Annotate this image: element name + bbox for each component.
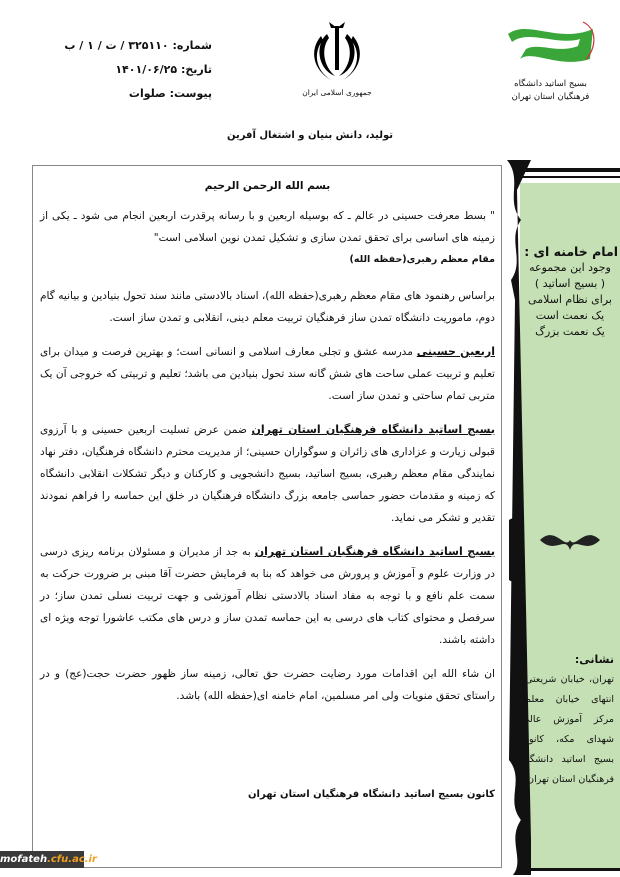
sidebar-top-rule — [520, 168, 620, 172]
paragraph-4 — [40, 541, 495, 651]
year-slogan: تولید، دانش بنیان و اشتغال آفرین — [226, 130, 394, 141]
signature: کانون بسیج اساتید دانشگاه فرهنگیان استان تهران — [248, 789, 495, 800]
paragraph-4-text: به جد از مدیران و مسئولان برنامه ریزی درسی در وزارت علوم و آموزش و پرورش می خواهد که بنا به فرمایش حضرت آقا مبنی بر ضرورت حرکت به سمت علم نافع و با توجه به مفاد اسناد بالادستی نظام آموزشی و جهت تربیت نسلی تمدن ساز؛ در سرفصل و محتوای کتاب های درسی به این حماسه تمدن ساز و درس های مکتب عاشورا توجه ویژه ای داشته باشند. — [40, 546, 495, 646]
sidebar-quote-line: یک نعمت بزرگ — [535, 325, 605, 338]
sidebar-quote-line: برای نظام اسلامی — [528, 293, 612, 306]
sidebar-bottom-rule — [530, 868, 620, 871]
emblem-caption: جمهوری اسلامی ایران — [302, 88, 372, 97]
iran-emblem — [302, 14, 372, 109]
paragraph-4-lead: بسیج اساتید دانشگاه فرهنگیان استان تهران — [254, 545, 496, 558]
address-text: تهران، خیابان شریعتی، انتهای خیابان معلم، مرکز آموزش عالی شهدای مکه، کانون بسیج اساتید دانشگاه فرهنگیان استان تهران — [522, 674, 614, 785]
sidebar-quote-line: یک نعمت است — [535, 309, 605, 322]
sidebar-quote-heading: امام خامنه ای : — [524, 244, 618, 259]
letter-number — [64, 34, 212, 58]
sidebar-top-rule-thin — [520, 176, 620, 178]
date-value: ۱۴۰۱/۰۶/۲۵ — [115, 63, 178, 76]
bismillah: بسم الله الرحمن الرحیم — [204, 180, 331, 192]
sidebar-address — [522, 650, 614, 790]
letter-body — [40, 175, 495, 719]
sidebar-quote-line: ( بسیج اساتید ) — [534, 277, 606, 290]
paragraph-3-text: ضمن عرض تسلیت اربعین حسینی و با آرزوی قبولی زیارت و عزاداری های زائران و سوگواران حسینی؛ از مدیریت محترم دانشگاه فرهنگیان، دفتر نهاد نمایندگی مقام معظم رهبری، بسیج اساتید، بسیج دانشجویی و کارکنان و دیگر تشکلات انقلابی دانشگاه که زمینه و مقدمات حضور حماسی جامعه بزرگ دانشگاه فرهنگیان در خلق این حماسه را فراهم نمودند تقدیر و تشکر می نماید. — [40, 424, 495, 524]
floral-divider-icon — [520, 520, 620, 560]
paragraph-2-text: مدرسه عشق و تجلی معارف اسلامی و انسانی است؛ و بهترین فرصت و میدان برای تعلیم و تربیت عملی ساحت های شش گانه سند تحول بنیادین می باشد؛ تعلیم و تربیتی که خروجی آن یک متربی تمام ساحتی و تمدن ساز است. — [40, 346, 495, 402]
sidebar-quote-line: وجود این مجموعه — [529, 261, 611, 274]
letter-date — [64, 58, 212, 82]
leader-quote: " بسط معرفت حسینی در عالم ـ که بوسیله اربعین و با رسانه پرقدرت اربعین انجام می شود ـ یکی از زمینه های اساسی برای تحقق تمدن سازی و تشکیل تمدن نوین اسلامی است" — [40, 210, 495, 244]
attachment-value: صلوات — [128, 87, 166, 100]
quote-attribution: مقام معظم رهبری(حفظه الله) — [349, 254, 495, 265]
number-value: ۳۲۵۱۱۰ / ت / ۱ / ب — [64, 39, 169, 52]
watermark-site: mofateh — [0, 854, 48, 865]
university-logo — [498, 14, 603, 104]
emblem-icon — [307, 14, 367, 84]
paragraph-5: ان شاء الله این اقدامات مورد رضایت حضرت حق تعالی، زمینه ساز ظهور حضرت حجت(عج) و در راستای تحقق منویات ولی امر مسلمین، امام خامنه ای(حفظه الله) باشد. — [40, 668, 495, 702]
paragraph-1: براساس رهنمود های مقام معظم رهبری(حفظه الله)، اسناد بالادستی مانند سند تحول بنیادین و بیانیه گام دوم، ماموریت دانشگاه تمدن ساز فرهنگیان تربیت معلم دینی، انقلابی و تمدن ساز است. — [40, 290, 495, 324]
address-heading: نشانی: — [574, 653, 614, 666]
watermark — [0, 851, 97, 868]
letter-meta — [64, 34, 212, 106]
date-label: تاریخ: — [180, 63, 212, 76]
paragraph-3-lead: بسیج اساتید دانشگاه فرهنگیان استان تهران — [251, 423, 495, 436]
watermark-domain: .cfu.ac.ir — [47, 854, 97, 865]
attachment-label: پیوست: — [169, 87, 212, 100]
number-label: شماره: — [172, 39, 212, 52]
paragraph-2 — [40, 341, 495, 407]
paragraph-2-lead: اربعین حسینی — [416, 345, 495, 358]
letter-attachment — [64, 82, 212, 106]
green-banner-icon — [498, 14, 603, 74]
university-logo-text: بسیج اساتید دانشگاه فرهنگیان استان تهران — [511, 79, 590, 102]
paragraph-3 — [40, 419, 495, 529]
sidebar-quote — [522, 244, 618, 340]
